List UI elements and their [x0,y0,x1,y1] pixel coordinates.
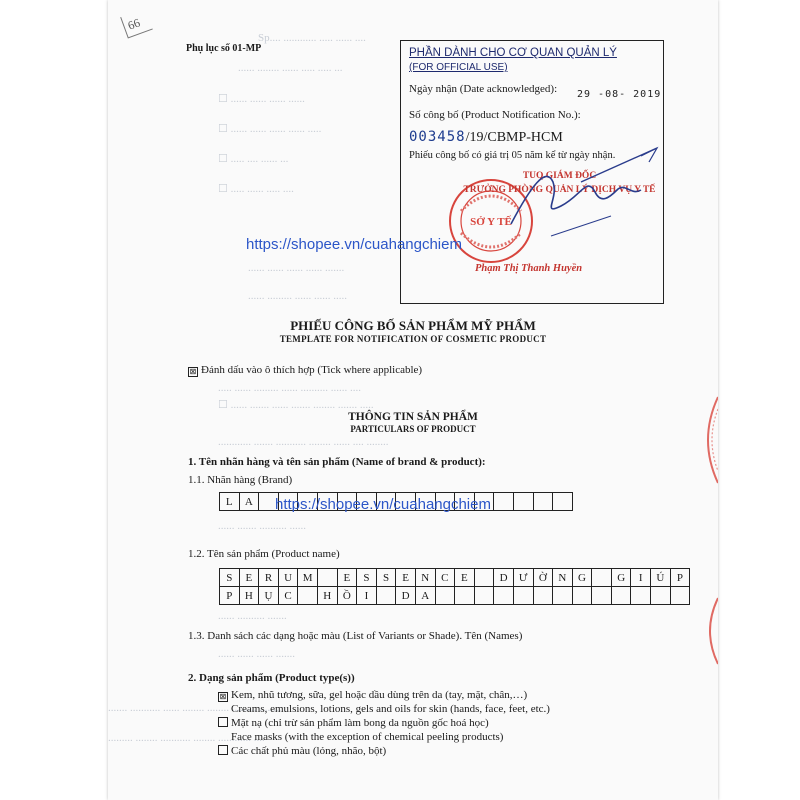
form-title-en: TEMPLATE FOR NOTIFICATION OF COSMETIC PRODUCT [279,334,547,344]
product-letter-cell [494,587,514,605]
product-letter-cell: E [455,569,475,587]
product-letter-cell: G [611,569,631,587]
product-type-3 [218,745,386,757]
signature-icon [491,146,661,241]
product-letter-cell: N [553,569,573,587]
product-name-label: 1.2. Tên sản phẩm (Product name) [188,548,340,560]
product-letter-cell: D [396,587,416,605]
official-use-box [400,40,664,304]
product-letter-cell [435,587,455,605]
product-letter-cell: Ờ [533,569,553,587]
ticked-checkbox-icon: ⊠ [189,367,197,376]
product-letter-cell: S [220,569,240,587]
product-type-1 [218,689,527,702]
product-letter-cell [572,587,592,605]
section1-heading: 1. Tên nhãn hàng và tên sản phẩm (Name of brand & product): [188,456,486,468]
product-letter-cell [317,569,337,587]
product-letter-cell [592,569,612,587]
brand-letter-cell [513,493,533,511]
product-type-3-vi: Các chất phủ màu (lỏng, nhão, bột) [231,745,387,757]
product-letter-cell: U [278,569,298,587]
watermark-url-top: https://shopee.vn/cuahangchiem [246,236,462,253]
validity-note: Phiếu công bố có giá trị 05 năm kể từ ngày nhận. [409,150,616,161]
product-type-2 [218,717,489,729]
brand-letter-cell [494,493,514,511]
tick-instruction-line [188,364,422,377]
brand-letter-cell [553,493,573,511]
product-letter-cell [474,587,494,605]
brand-label: 1.1. Nhãn hàng (Brand) [188,474,293,486]
bleed-through-text: ☐ ..... ...... ..... .... [218,183,294,195]
date-acknowledged-value: 29 -08- 2019 [577,89,662,100]
bleed-through-text: Sp.... ............ ..... ...... .... [258,32,366,44]
product-letter-cell: Ồ [337,587,357,605]
product-letter-cell [611,587,631,605]
seal-text: SỞ Y TẾ [470,216,512,228]
bleed-through-text: ...... ....... .......... ...... [218,520,306,532]
section-title-vi: THÔNG TIN SẢN PHẨM [348,411,478,423]
product-letter-cell: S [376,569,396,587]
product-letter-cell: I [631,569,651,587]
product-letter-cell: C [435,569,455,587]
edge-seal-fragment-icon [700,596,718,666]
product-type-2-vi: Mặt nạ (chỉ trừ sản phẩm làm bong da nguồn gốc hoá học) [231,717,489,729]
bleed-through-text: ...... ........ ...... ..... ..... ... [238,62,343,74]
bleed-through-text: ...... ...... ...... ....... [218,648,295,660]
product-type-3-checkbox-icon [218,745,228,755]
watermark-url-middle: https://shopee.vn/cuahangchiem [275,496,491,513]
product-letter-cell: M [298,569,318,587]
product-letter-cell: R [259,569,279,587]
product-type-1-checkbox-icon: ⊠ [219,692,227,701]
product-letter-cell: C [278,587,298,605]
form-title-vi: PHIẾU CÔNG BỐ SẢN PHẨM MỸ PHẨM [290,318,536,333]
bleed-through-text: ......... ........ ........... ........ ............ .... [108,732,265,744]
product-letter-cell: P [670,569,690,587]
bleed-through-text: ............ ....... ........... ........ ...... .... ........ [218,436,389,448]
product-letter-cell [513,587,533,605]
brand-letter-cell: L [220,493,240,511]
product-type-1-vi: Kem, nhũ tương, sữa, gel hoặc dầu dùng trên da (tay, mặt, chân,…) [231,689,528,701]
product-type-1-en: Creams, emulsions, lotions, gels and oils for skin (hands, face, feet, etc.) [231,703,550,715]
bleed-through-text: ...... ...... ...... ...... ....... [248,262,345,274]
official-title-en: (FOR OFFICIAL USE) [409,62,508,73]
product-letter-cell: E [396,569,416,587]
date-acknowledged-label: Ngày nhận (Date acknowledged): [409,83,558,95]
product-letter-cell [651,587,671,605]
edge-seal-fragment-icon [696,395,718,485]
notification-number [409,129,563,146]
department-title: TRƯỞNG PHÒNG QUẢN LÝ DỊCH VỤ Y TẾ [463,185,656,195]
product-letter-cell: E [337,569,357,587]
product-letter-cell: H [317,587,337,605]
bleed-through-text: ..... ...... ......... ...... .......... ...... .... [218,382,361,394]
product-letter-cell: D [494,569,514,587]
deputy-title: TUQ.GIÁM ĐỐC [522,171,597,181]
product-letter-cell [533,587,553,605]
product-letter-cell: E [239,569,259,587]
product-letter-cell [670,587,690,605]
notification-number-stamp: 003458 [409,129,466,145]
bleed-through-text: ....... ........... ...... ........ ........ ......... ........ [108,702,282,714]
product-letter-cell: I [357,587,377,605]
variants-label: 1.3. Danh sách các dạng hoặc màu (List of Variants or Shade). Tên (Names) [188,630,523,642]
product-letter-cell: S [357,569,377,587]
product-letter-cell [455,587,475,605]
product-letter-cell: H [239,587,259,605]
signer-name: Phạm Thị Thanh Huyền [475,263,583,274]
product-letter-cell: N [415,569,435,587]
product-letter-cell: Ư [513,569,533,587]
bleed-through-text: ...... .......... ....... [218,610,287,622]
bleed-through-text: ☐ ...... ...... ...... ...... [218,93,305,105]
product-type-2-checkbox-icon [218,717,228,727]
bleed-through-text: ☐ ..... .... ...... ... [218,153,289,165]
bleed-through-text: ☐ ...... ...... ...... ...... ..... [218,123,322,135]
notification-number-label: Số công bố (Product Notification No.): [409,109,581,121]
section2-heading: 2. Dạng sản phẩm (Product type(s)) [188,672,355,684]
brand-letter-cell [533,493,553,511]
section-title-en: PARTICULARS OF PRODUCT [350,424,476,434]
product-letter-cell [553,587,573,605]
product-letter-cell [298,587,318,605]
brand-letter-cell: A [239,493,259,511]
bleed-through-text: ☐ ...... ....... ...... ....... ........ ....... ..... [218,399,374,411]
product-letter-cell: A [415,587,435,605]
annex-label: Phụ lục số 01-MP [186,43,262,54]
product-letter-cell [592,587,612,605]
product-letter-cell [376,587,396,605]
product-name-grid [219,568,690,605]
product-letter-cell [474,569,494,587]
product-letter-cell: Ú [651,569,671,587]
tick-instruction: Đánh dấu vào ô thích hợp (Tick where applicable) [201,364,423,376]
product-letter-cell: Ụ [259,587,279,605]
notification-number-suffix: /19/CBMP-HCM [465,130,563,145]
document-page [108,0,718,800]
bleed-through-text: ...... ......... ...... ...... ..... [248,290,347,302]
official-title-vi: PHẦN DÀNH CHO CƠ QUAN QUẢN LÝ [409,47,617,59]
corner-number-text: 66 [125,15,142,33]
product-letter-cell: G [572,569,592,587]
product-type-2-en: Face masks (with the exception of chemical peeling products) [231,731,504,743]
product-letter-cell: P [220,587,240,605]
corner-page-number [116,5,158,43]
product-letter-cell [631,587,651,605]
